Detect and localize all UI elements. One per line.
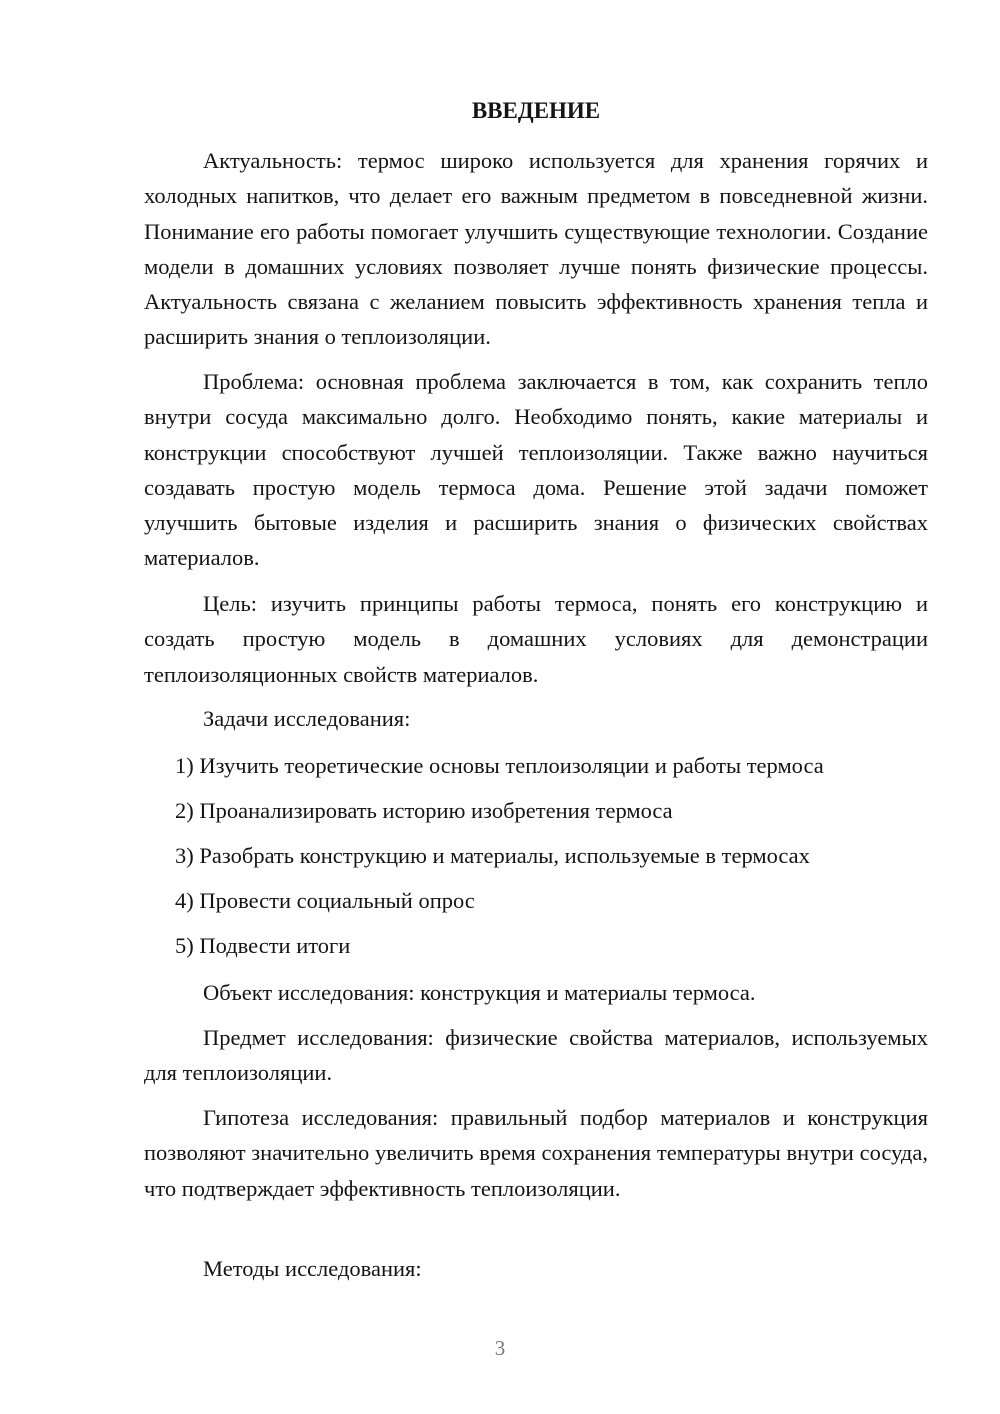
object-paragraph: Объект исследования: конструкция и материалы термоса. [203, 980, 756, 1005]
task-item-1: 1) Изучить теоретические основы теплоизоляции и работы термоса [175, 753, 824, 778]
tasks-title: Задачи исследования: [203, 706, 411, 731]
task-item-5: 5) Подвести итоги [175, 933, 351, 958]
task-item-4: 4) Провести социальный опрос [175, 888, 475, 913]
goal-paragraph: Цель: изучить принципы работы термоса, понять его конструкцию и создать простую модель в домашних условиях для демонстрации теплоизоляционных свойств материалов. [144, 591, 928, 687]
page-number: 3 [494, 1336, 506, 1360]
relevance-paragraph: Актуальность: термос широко используется для хранения горячих и холодных напитков, что делает его важным предметом в повседневной жизни. Понимание его работы помогает улучшить существующие технологии. Создание модели в домашних условиях позволяет лучше понять физические процессы. Актуальность связана с желанием повысить эффективность хранения тепла и расширить знания о теплоизоляции. [144, 148, 928, 350]
hypothesis-paragraph: Гипотеза исследования: правильный подбор материалов и конструкция позволяют значительно увеличить время сохранения температуры внутри сосуда, что подтверждает эффективность теплоизоляции. [144, 1105, 928, 1201]
methods-title: Методы исследования: [203, 1256, 422, 1281]
task-item-3: 3) Разобрать конструкцию и материалы, используемые в термосах [175, 843, 810, 868]
problem-paragraph: Проблема: основная проблема заключается в том, как сохранить тепло внутри сосуда максимально долго. Необходимо понять, какие материалы и конструкции способствуют лучшей теплоизоляции. Также важно научиться создавать простую модель термоса дома. Решение этой задачи поможет улучшить бытовые изделия и расширить знания о физических свойствах материалов. [144, 369, 928, 571]
task-item-2: 2) Проанализировать историю изобретения термоса [175, 798, 673, 823]
page-heading: ВВЕДЕНИЕ [471, 98, 601, 123]
subject-paragraph: Предмет исследования: физические свойства материалов, используемых для теплоизоляции. [144, 1025, 928, 1086]
